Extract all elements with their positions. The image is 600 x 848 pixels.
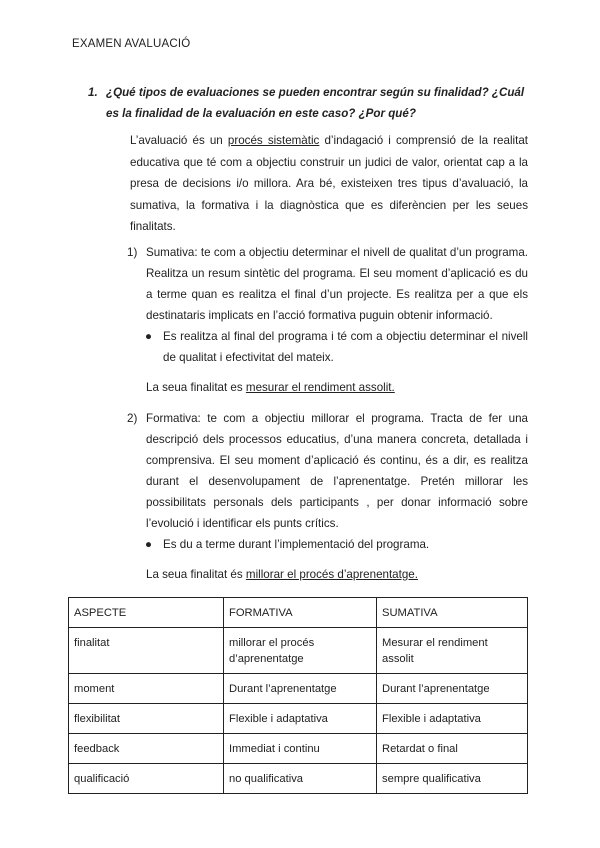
cell: Flexible i adaptativa	[224, 703, 377, 733]
document-body	[0, 82, 600, 814]
table-header-row	[69, 597, 528, 627]
bullet-icon: ●	[145, 329, 153, 343]
question-number: 1.	[88, 86, 98, 99]
cell: Durant l’aprenentatge	[224, 673, 377, 703]
cell: Immediat i continu	[224, 733, 377, 763]
cell: millorar el procés d’aprenentatge	[224, 627, 377, 673]
item-number: 1)	[127, 245, 138, 259]
question-text: ¿Qué tipos de evaluaciones se pueden encontrar según su finalidad? ¿Cuál es la finalidad de la evaluación en este caso? ¿Por qué?	[106, 86, 525, 120]
bullet-icon: ●	[145, 537, 153, 551]
header-cell: FORMATIVA	[224, 597, 377, 627]
table-row	[69, 627, 528, 673]
list-item-sumativa	[127, 242, 528, 368]
bullet-item	[145, 534, 528, 555]
question-heading	[88, 82, 533, 124]
comparison-table	[68, 597, 528, 794]
item-number: 2)	[127, 411, 138, 425]
cell: no qualificativa	[224, 763, 377, 793]
finalitat-value: mesurar el rendiment assolit.	[245, 380, 395, 394]
intro-paragraph	[130, 130, 528, 238]
item-text: Formativa: te com a objectiu millorar el programa. Tracta de fer una descripció dels processos educatius, d’una manera concreta, detallada i comprensiva. El seu moment d’aplicació és continu, és a dir, es realitza durant el desenvolupament de l’aprenentatge. Pretén millorar les possibilitats personals dels participants , per donar informació sobre l’evolució i identificar els punts crítics.	[146, 411, 528, 530]
intro-text-end: d’indagació i comprensió de la realitat educativa que té com a objectiu construir un judici de valor, orientat cap a la presa de decisions i/o millora. Ara bé, existeixen tres tipus d’avaluació, la sumativa, la formativa i la diagnòstica que es diferèncien per les seues finalitats.	[130, 134, 528, 233]
cell: flexibilitat	[69, 703, 224, 733]
header-cell: ASPECTE	[69, 597, 224, 627]
finalitat-formativa	[146, 564, 600, 585]
table-row	[69, 733, 528, 763]
list-item-formativa	[127, 408, 528, 555]
cell: feedback	[69, 733, 224, 763]
table-row	[69, 673, 528, 703]
bullet-text: Es du a terme durant l’implementació del programa.	[163, 537, 430, 551]
cell: qualificació	[69, 763, 224, 793]
item-text: Sumativa: te com a objectiu determinar el nivell de qualitat d’un programa. Realitza un resum sintètic del programa. El seu moment d’aplicació es du a terme quan es realitza el final d’un projecte. Es realitza per a que els destinataris implicats en l’acció formativa puguin obtenir informació.	[146, 245, 528, 322]
header-cell: SUMATIVA	[377, 597, 528, 627]
cell: Mesurar el rendiment assolit	[377, 627, 528, 673]
cell: finalitat	[69, 627, 224, 673]
cell: Flexible i adaptativa	[377, 703, 528, 733]
bullet-text: Es realitza al final del programa i té com a objectiu determinar el nivell de qualitat i efectivitat del mateix.	[163, 329, 528, 364]
table-row	[69, 763, 528, 793]
finalitat-prefix: La seua finalitat és	[146, 567, 246, 581]
bullet-item	[145, 326, 528, 368]
document-header: EXAMEN AVALUACIÓ	[72, 38, 191, 50]
finalitat-value: millorar el procés d’aprenentatge.	[245, 567, 418, 581]
intro-underlined: procés sistemàtic	[227, 134, 320, 147]
intro-text-start: L’avaluació és un	[130, 134, 228, 147]
finalitat-sumativa	[146, 377, 600, 398]
cell: Retardat o final	[377, 733, 528, 763]
table-row	[69, 703, 528, 733]
finalitat-prefix: La seua finalitat es	[146, 380, 246, 394]
cell: moment	[69, 673, 224, 703]
cell: Durant l’aprenentatge	[377, 673, 528, 703]
cell: sempre qualificativa	[377, 763, 528, 793]
